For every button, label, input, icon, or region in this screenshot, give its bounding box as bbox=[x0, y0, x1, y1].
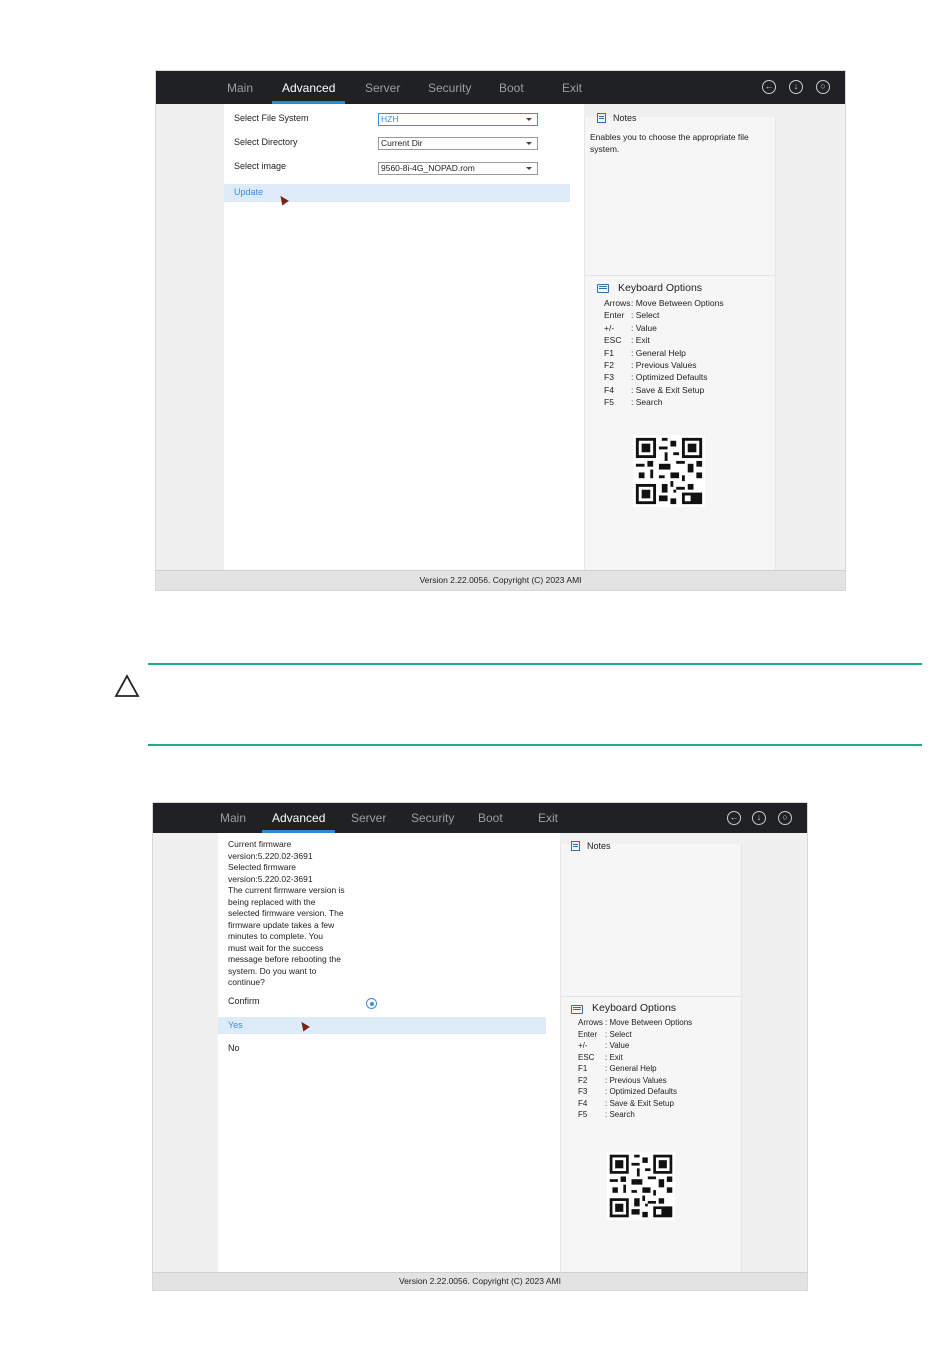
key-row: F2 : Previous Values bbox=[578, 1075, 667, 1085]
tab-security[interactable]: Security bbox=[411, 811, 455, 825]
confirm-panel bbox=[218, 833, 560, 1274]
tab-boot[interactable]: Boot bbox=[478, 811, 503, 825]
key-row: +/- : Value bbox=[604, 322, 657, 333]
tab-server[interactable]: Server bbox=[365, 80, 401, 95]
chevron-down-icon bbox=[526, 118, 532, 121]
help-panel bbox=[560, 841, 742, 1274]
section-divider bbox=[561, 996, 741, 997]
notes-icon bbox=[597, 113, 606, 123]
message-line: firmware update takes a few bbox=[228, 919, 335, 930]
key-row: Enter : Select bbox=[578, 1029, 632, 1039]
settings-panel bbox=[224, 104, 584, 571]
no-option[interactable]: No bbox=[228, 1043, 240, 1053]
message-line: must wait for the success bbox=[228, 942, 324, 953]
tab-security[interactable]: Security bbox=[428, 80, 472, 95]
image-label: Select image bbox=[234, 161, 287, 171]
back-arrow-icon[interactable]: ← bbox=[727, 811, 741, 825]
version-footer: Version 2.22.0056. Copyright (C) 2023 AMI bbox=[156, 570, 845, 590]
key-row: Arrows : Move Between Options bbox=[578, 1018, 693, 1027]
message-line: system. Do you want to bbox=[228, 965, 317, 976]
bios-screen-confirm-update bbox=[152, 802, 808, 1291]
notes-text: Enables you to choose the appropriate file system. bbox=[590, 132, 749, 154]
message-line: selected firmware version. The bbox=[228, 908, 344, 918]
tab-advanced[interactable]: Advanced bbox=[272, 803, 325, 833]
yes-option[interactable] bbox=[218, 1017, 546, 1034]
keyboard-icon bbox=[571, 1005, 583, 1014]
keyboard-icon bbox=[597, 284, 609, 293]
directory-value: Current Dir bbox=[381, 138, 423, 148]
notes-title: Notes bbox=[587, 841, 611, 851]
key-row: F4 : Save & Exit Setup bbox=[604, 384, 705, 395]
confirm-label: Confirm bbox=[228, 996, 260, 1006]
notes-title: Notes bbox=[613, 113, 637, 123]
message-line: continue? bbox=[228, 977, 265, 987]
yes-label: Yes bbox=[228, 1020, 243, 1030]
key-row: +/- : Value bbox=[578, 1041, 630, 1050]
tab-exit[interactable]: Exit bbox=[538, 811, 559, 825]
tab-main[interactable]: Main bbox=[220, 811, 247, 825]
key-row: F5 : Search bbox=[604, 397, 663, 408]
qr-code-icon bbox=[633, 435, 705, 507]
keyboard-options-title: Keyboard Options bbox=[618, 282, 703, 294]
section-divider bbox=[585, 275, 775, 276]
key-row: Enter : Select bbox=[604, 310, 660, 321]
key-row: F5 : Search bbox=[578, 1110, 635, 1119]
tab-exit[interactable]: Exit bbox=[562, 80, 583, 95]
top-nav-bar bbox=[156, 71, 845, 104]
file-system-label: Select File System bbox=[234, 113, 309, 123]
key-row: F1 : General Help bbox=[578, 1064, 657, 1073]
update-label: Update bbox=[234, 187, 264, 197]
image-value: 9560-8i-4G_NOPAD.rom bbox=[381, 163, 475, 173]
chevron-down-icon bbox=[526, 167, 532, 170]
caution-triangle-icon bbox=[114, 674, 140, 698]
qr-code-icon bbox=[607, 1152, 675, 1220]
tab-boot[interactable]: Boot bbox=[499, 80, 524, 95]
help-panel bbox=[584, 113, 776, 571]
caution-bottom-divider bbox=[148, 744, 922, 746]
keyboard-options-title: Keyboard Options bbox=[592, 1002, 677, 1014]
directory-label: Select Directory bbox=[234, 137, 298, 147]
message-line: message before rebooting the bbox=[228, 954, 341, 964]
directory-select[interactable] bbox=[378, 137, 538, 150]
key-row: F3 : Optimized Defaults bbox=[604, 372, 708, 383]
message-line: minutes to complete. You bbox=[228, 931, 323, 941]
key-row: Arrows: Move Between Options bbox=[604, 298, 724, 308]
file-system-value: HZH bbox=[381, 114, 399, 124]
caution-top-divider bbox=[148, 663, 922, 665]
notes-icon bbox=[571, 841, 580, 851]
download-icon[interactable]: ↓ bbox=[752, 811, 766, 825]
top-nav-bar bbox=[153, 803, 807, 833]
message-line: version:5.220.02-3691 bbox=[228, 873, 313, 884]
update-item[interactable] bbox=[224, 184, 570, 202]
chevron-down-icon bbox=[526, 142, 532, 145]
key-row: ESC : Exit bbox=[604, 335, 650, 346]
message-line: version:5.220.02-3691 bbox=[228, 850, 313, 861]
message-line: Current firmware bbox=[228, 839, 292, 849]
search-icon[interactable]: ○ bbox=[778, 811, 792, 825]
key-row: F1 : General Help bbox=[604, 347, 686, 358]
image-select[interactable] bbox=[378, 162, 538, 175]
message-line: The current firmware version is bbox=[228, 885, 345, 895]
tab-advanced[interactable]: Advanced bbox=[282, 71, 335, 104]
bios-screen-file-select bbox=[155, 70, 846, 591]
version-footer: Version 2.22.0056. Copyright (C) 2023 AMI bbox=[153, 1272, 807, 1290]
key-row: ESC : Exit bbox=[578, 1052, 623, 1062]
tab-main[interactable]: Main bbox=[227, 80, 254, 95]
key-row: F4 : Save & Exit Setup bbox=[578, 1098, 674, 1108]
download-icon[interactable]: ↓ bbox=[789, 80, 803, 94]
message-line: Selected firmware bbox=[228, 862, 297, 872]
message-line: being replaced with the bbox=[228, 896, 316, 907]
key-row: F2 : Previous Values bbox=[604, 360, 697, 370]
key-row: F3 : Optimized Defaults bbox=[578, 1087, 678, 1096]
back-arrow-icon[interactable]: ← bbox=[762, 80, 776, 94]
confirm-radio[interactable] bbox=[366, 998, 377, 1009]
file-system-select[interactable] bbox=[378, 113, 538, 126]
tab-server[interactable]: Server bbox=[351, 811, 387, 825]
search-icon[interactable]: ○ bbox=[816, 80, 830, 94]
